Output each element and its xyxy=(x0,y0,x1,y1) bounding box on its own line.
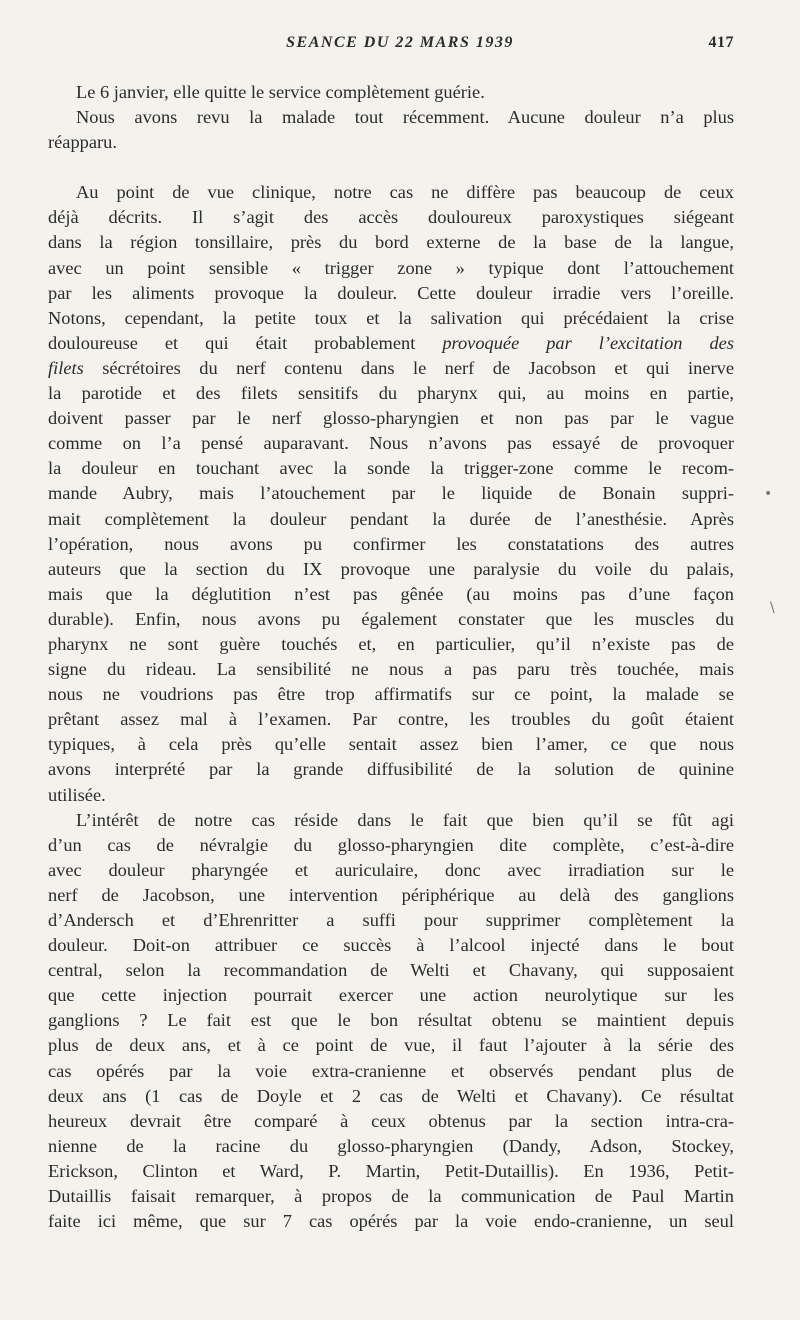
text-line: par les aliments provoque la douleur. Cette douleur irradie vers l’oreille. xyxy=(48,282,734,303)
text-line: pharynx ne sont guère touchés et, en particulier, qu’il n’existe pas de xyxy=(48,633,734,654)
text-line: typiques, à cela près qu’elle sentait assez bien l’amer, ce que nous xyxy=(48,734,734,755)
text-line: prêtant assez mal à l’examen. Par contre, les troubles du goût étaient xyxy=(48,709,734,730)
text-line: nerf de Jacobson, une intervention périphérique au delà des ganglions xyxy=(48,884,734,905)
text-line: la parotide et des filets sensitifs du pharynx qui, au moins en partie, xyxy=(48,383,734,404)
text-line: l’opération, nous avons pu confirmer les constatations des autres xyxy=(48,533,734,554)
text-line: déjà décrits. Il s’agit des accès douloureux paroxystiques siégeant xyxy=(48,207,734,228)
text-line: Erickson, Clinton et Ward, P. Martin, Petit-Dutaillis). En 1936, Petit- xyxy=(48,1160,734,1181)
text-line: central, selon la recommandation de Welti et Chavany, qui supposaient xyxy=(48,960,734,981)
text-line: Au point de vue clinique, notre cas ne diffère pas beaucoup de ceux xyxy=(76,182,734,203)
page-number: 417 xyxy=(708,34,734,51)
text-line: auteurs que la section du IX provoque une paralysie du voile du palais, xyxy=(48,558,734,579)
text-line: dans la région tonsillaire, près du bord externe de la base de la langue, xyxy=(48,232,734,253)
text-line: douleur. Doit-on attribuer ce succès à l’alcool injecté dans le bout xyxy=(48,935,734,956)
text-line: d’un cas de névralgie du glosso-pharyngien dite complète, c’est-à-dire xyxy=(48,834,734,855)
text-line xyxy=(48,331,734,356)
text-line: faite ici même, que sur 7 cas opérés par la voie endo-cranienne, un seul xyxy=(48,1211,734,1232)
text-line: nienne de la racine du glosso-pharyngien (Dandy, Adson, Stockey, xyxy=(48,1135,734,1156)
text-line: la douleur en touchant avec la sonde la trigger-zone comme le recom- xyxy=(48,458,734,479)
paragraph-gap xyxy=(48,155,734,180)
text-segment: sécrétoires du nerf contenu dans le nerf de Jacobson et qui inerve xyxy=(83,357,734,378)
text-line: comme on l’a pensé auparavant. Nous n’avons pas essayé de provoquer xyxy=(48,433,734,454)
text-line: Le 6 janvier, elle quitte le service complètement guérie. xyxy=(76,82,485,102)
text-line: utilisée. xyxy=(48,784,106,805)
text-line: d’Andersch et d’Ehrenritter a suffi pour supprimer complètement la xyxy=(48,910,734,930)
margin-dot-mark: • xyxy=(764,486,773,502)
text-line: nous ne voudrions pas être trop affirmatifs sur ce point, la malade se xyxy=(48,684,734,705)
text-line: mais que la déglutition n’est pas gênée (au moins pas d’une façon xyxy=(48,583,734,604)
text-line: Dutaillis faisait remarquer, à propos de la communication de Paul Martin xyxy=(48,1186,734,1207)
body-text xyxy=(48,80,734,1234)
text-line: ganglions ? Le fait est que le bon résultat obtenu se maintient depuis xyxy=(48,1010,734,1031)
text-segment: douloureuse et qui était probablement xyxy=(48,332,443,353)
text-line: réapparu. xyxy=(48,132,117,153)
margin-tick-mark: \ xyxy=(770,600,775,616)
text-line: cas opérés par la voie extra-cranienne et observés pendant plus de xyxy=(48,1060,734,1081)
text-line: L’intérêt de notre cas réside dans le fait que bien qu’il se fût agi xyxy=(76,809,734,830)
text-line: deux ans (1 cas de Doyle et 2 cas de Welti et Chavany). Ce résultat xyxy=(48,1085,734,1106)
text-line: avec un point sensible « trigger zone » typique dont l’attouchement xyxy=(48,257,734,278)
running-title: SEANCE DU 22 MARS 1939 xyxy=(286,34,514,51)
text-line: que cette injection pourrait exercer une action neurolytique sur les xyxy=(48,985,734,1006)
text-line: signe du rideau. La sensibilité ne nous a pas paru très touchée, mais xyxy=(48,659,734,680)
text-line: Notons, cependant, la petite toux et la salivation qui précédaient la crise xyxy=(48,307,734,328)
text-line xyxy=(48,356,734,381)
text-line: heureux devrait être comparé à ceux obtenus par la section intra-cra- xyxy=(48,1110,734,1131)
text-line: Nous avons revu la malade tout récemment. Aucune douleur n’a plus xyxy=(76,107,734,128)
text-line: mande Aubry, mais l’atouchement par le liquide de Bonain suppri- xyxy=(48,483,734,504)
text-line: plus de deux ans, et à ce point de vue, il faut l’ajouter à la série des xyxy=(48,1035,734,1056)
italic-word: filets xyxy=(48,357,84,378)
running-header xyxy=(0,34,800,60)
text-line: mait complètement la douleur pendant la durée de l’anesthésie. Après xyxy=(48,508,734,529)
text-line: doivent passer par le nerf glosso-pharyngien et non pas par le vague xyxy=(48,408,734,429)
text-line: durable). Enfin, nous avons pu également constater que les muscles du xyxy=(48,608,734,629)
text-line: avec douleur pharyngée et auriculaire, donc avec irradiation sur le xyxy=(48,859,734,880)
italic-phrase: provoquée par l’excitation des xyxy=(442,332,734,353)
text-line: avons interprété par la grande diffusibilité de la solution de quinine xyxy=(48,759,734,780)
